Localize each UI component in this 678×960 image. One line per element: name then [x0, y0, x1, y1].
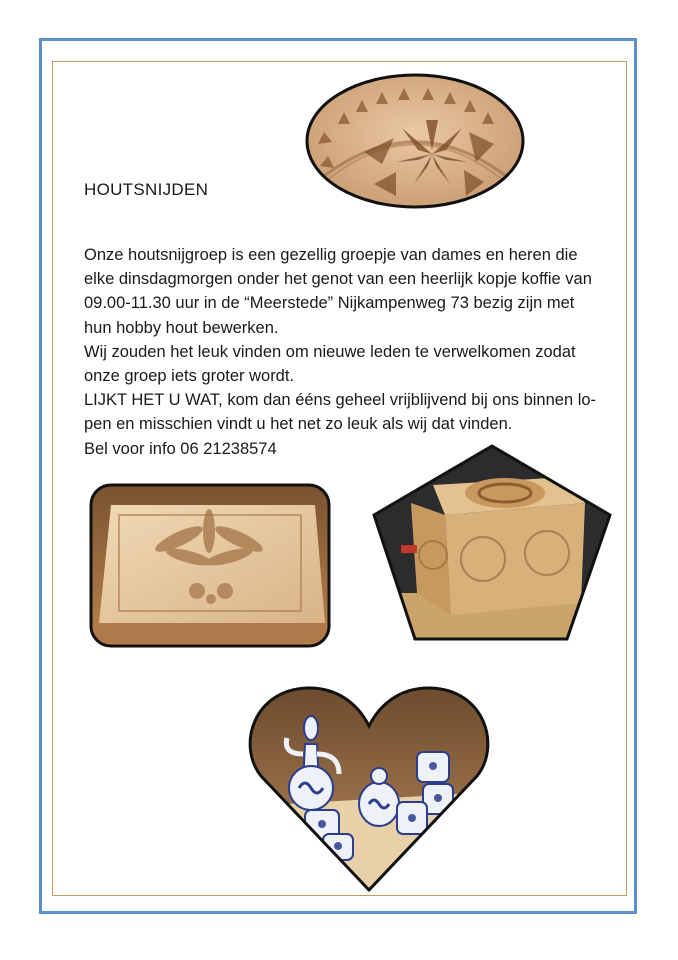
paragraph-line: elke dinsdagmorgen onder het genot van een heerlijk kopje koffie van [84, 270, 592, 289]
paragraph-line: hun hobby hout bewerken. [84, 318, 279, 337]
carved-tray-photo [89, 483, 331, 648]
carved-box-photo [371, 443, 613, 643]
page-title: HOUTSNIJDEN [84, 180, 209, 199]
body-paragraph [84, 243, 604, 461]
paragraph-line: 09.00-11.30 uur in de “Meerstede” Nijkampenweg 73 bezig zijn met [84, 294, 575, 313]
paragraph-line: onze groep iets groter wordt. [84, 367, 295, 386]
chip-carving-plate-photo [304, 72, 526, 210]
delft-tea-set-photo [247, 684, 491, 894]
paragraph-line: LIJKT HET U WAT, kom dan ééns geheel vrijblijvend bij ons binnen lo- [84, 391, 597, 410]
contact-line: Bel voor info 06 21238574 [84, 439, 277, 458]
paragraph-line: Wij zouden het leuk vinden om nieuwe leden te verwelkomen zodat [84, 342, 576, 361]
paragraph-line: pen en misschien vindt u het net zo leuk als wij dat vinden. [84, 415, 513, 434]
paragraph-line: Onze houtsnijgroep is een gezellig groepje van dames en heren die [84, 246, 578, 264]
